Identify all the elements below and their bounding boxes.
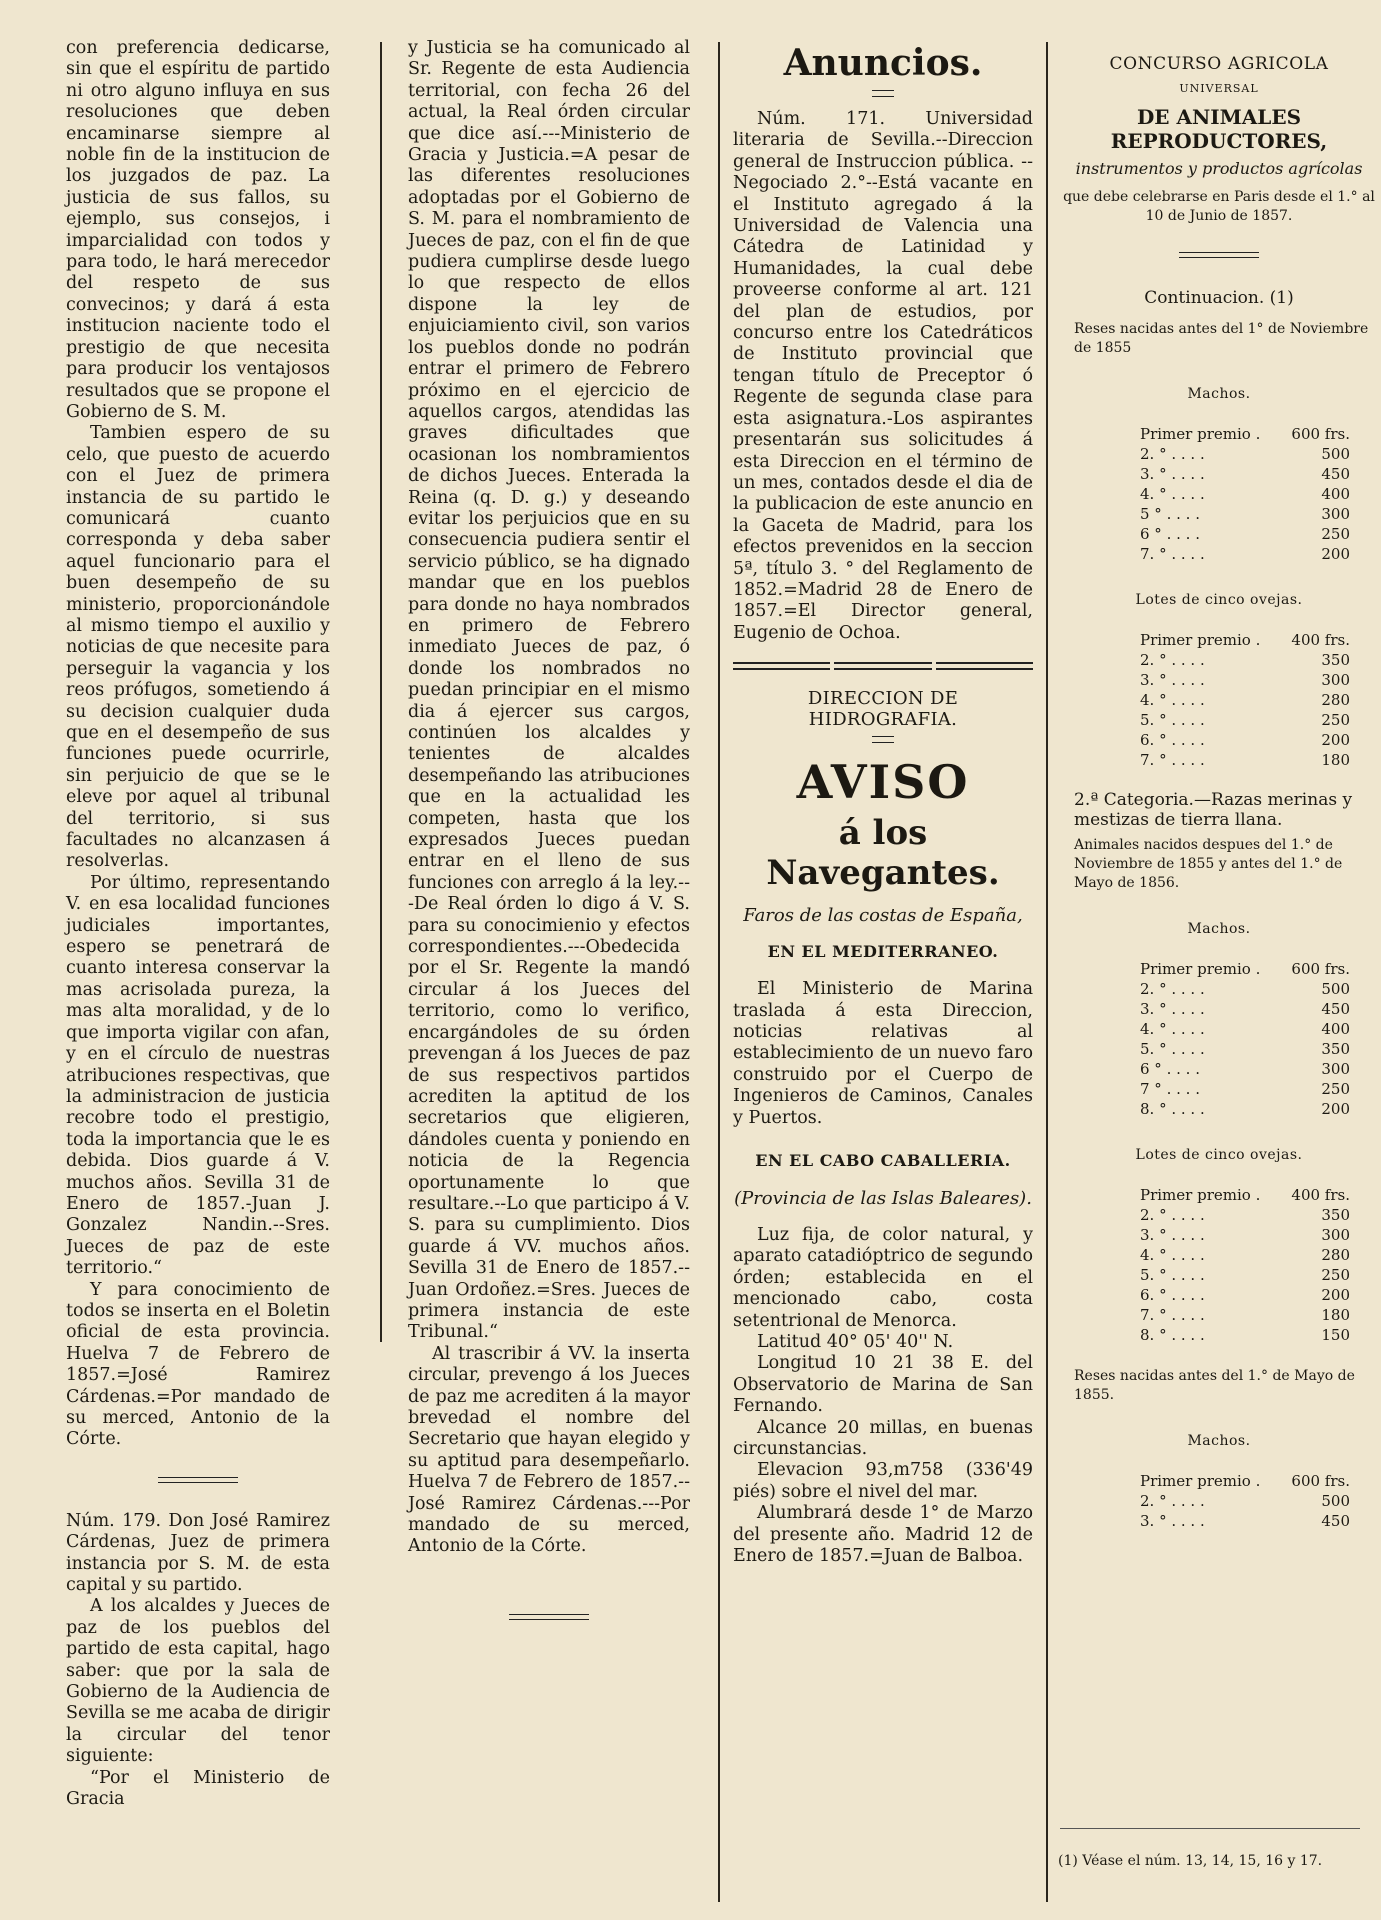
premio-row bbox=[1140, 1471, 1350, 1491]
separator bbox=[872, 90, 894, 97]
premio-row bbox=[1140, 670, 1350, 690]
section-label: Machos. bbox=[1187, 386, 1251, 402]
premio-amount: 500 bbox=[1321, 445, 1350, 463]
section-heading: DIRECCION DE HIDROGRAFIA. bbox=[807, 688, 959, 731]
premio-row bbox=[1140, 444, 1350, 464]
premio-amount: 150 bbox=[1321, 1326, 1350, 1344]
categoria-heading: 2.ª Categoria.—Razas merinas y mestizas de tierra llana. bbox=[1074, 790, 1353, 830]
premio-amount: 250 bbox=[1321, 711, 1350, 729]
premio-amount: 280 bbox=[1321, 691, 1350, 709]
concurso-italic: instrumentos y productos agrícolas bbox=[1075, 159, 1363, 178]
paragraph: Por último, representando V. en esa localidad funciones judiciales importantes, espero se penetrará de cuanto interesa conservar la mas acrisolada pureza, la mas alta moralidad, y de lo que importa vigilar con afan, y en el círculo de nuestras atribuciones respectivas, que la administracion de justicia recobre todo el prestigio, toda la importancia que le es debida. Dios guarde á V. muchos años. Sevilla 31 de Enero de 1857.-Juan J. Gonzalez Nandin.--Sres. Jueces de paz de este territorio.“ bbox=[66, 872, 330, 1279]
paragraph: El Ministerio de Marina traslada á esta Direccion, noticias relativas al establecimiento de un nuevo faro construido por el Cuerpo de Ingenieros de Caminos, Canales y Puertos. bbox=[733, 979, 1033, 1128]
premio-amount: 250 bbox=[1321, 1266, 1350, 1284]
paragraph: Longitud 10 21 38 E. del Observatorio de Marina de San Fernando. bbox=[733, 1353, 1033, 1417]
column-3 bbox=[733, 38, 1033, 1568]
premio-amount: 350 bbox=[1321, 1040, 1350, 1058]
premio-row bbox=[1140, 424, 1350, 444]
premio-label: 3. ° . . . . bbox=[1140, 1226, 1205, 1244]
premio-label: 4. ° . . . . bbox=[1140, 1020, 1205, 1038]
premio-label: 4. ° . . . . bbox=[1140, 691, 1205, 709]
column-2 bbox=[408, 38, 690, 1630]
premio-row bbox=[1140, 544, 1350, 564]
column-rule bbox=[718, 42, 720, 1902]
premio-label: 3. ° . . . . bbox=[1140, 1000, 1205, 1018]
paragraph: A los alcaldes y Jueces de paz de los pueblos del partido de esta capital, hago saber: que por la sala de Gobierno de la Audiencia de Sevilla se me acaba de dirigir la circular del tenor siguiente: bbox=[66, 1596, 330, 1767]
premio-row bbox=[1140, 1511, 1350, 1531]
paragraph: “Por el Ministerio de Gracia bbox=[66, 1767, 330, 1810]
paragraph: Luz fija, de color natural, y aparato catadióptrico de segundo órden; establecida en el mencionado cabo, costa setentrional de Menorca. bbox=[733, 1225, 1033, 1331]
column-rule bbox=[1046, 42, 1048, 1902]
premio-label: 7. ° . . . . bbox=[1140, 545, 1205, 563]
footnote: (1) Véase el núm. 13, 14, 15, 16 y 17. bbox=[1058, 1853, 1323, 1869]
premio-row bbox=[1140, 1285, 1350, 1305]
concurso-subtitle: UNIVERSAL bbox=[1179, 82, 1259, 95]
premio-amount: 200 bbox=[1321, 731, 1350, 749]
premio-label: 2. ° . . . . bbox=[1140, 651, 1205, 669]
separator-double bbox=[733, 662, 1033, 670]
premio-amount: 280 bbox=[1321, 1246, 1350, 1264]
premio-row bbox=[1140, 1059, 1350, 1079]
premio-table bbox=[1140, 424, 1350, 564]
premio-label: 7. ° . . . . bbox=[1140, 1306, 1205, 1324]
footnote-rule bbox=[1060, 1828, 1360, 1829]
premio-row bbox=[1140, 1039, 1350, 1059]
premio-amount: 400 frs. bbox=[1291, 1186, 1350, 1204]
concurso-heading: DE ANIMALES REPRODUCTORES, bbox=[1110, 105, 1328, 153]
paragraph-numbered: Núm. 179. Don José Ramirez Cárdenas, Juez de primera instancia por S. M. de esta capital y su partido. bbox=[66, 1510, 330, 1596]
subheading: EN EL MEDITERRANEO. bbox=[767, 942, 999, 962]
premio-label: 3. ° . . . . bbox=[1140, 1512, 1205, 1530]
premio-row bbox=[1140, 1019, 1350, 1039]
premio-amount: 200 bbox=[1321, 1286, 1350, 1304]
premio-amount: 300 bbox=[1321, 505, 1350, 523]
premio-amount: 180 bbox=[1321, 751, 1350, 769]
premio-amount: 350 bbox=[1321, 651, 1350, 669]
premio-row bbox=[1140, 1325, 1350, 1345]
premio-label: 7 ° . . . . bbox=[1140, 1080, 1200, 1098]
paragraph: Elevacion 93,m758 (336'49 piés) sobre el nivel del mar. bbox=[733, 1460, 1033, 1502]
premio-label: 5. ° . . . . bbox=[1140, 1266, 1205, 1284]
premio-row bbox=[1140, 524, 1350, 544]
premio-label: Primer premio . bbox=[1140, 631, 1261, 649]
premio-label: 6 ° . . . . bbox=[1140, 525, 1200, 543]
premio-row bbox=[1140, 690, 1350, 710]
premio-label: 5. ° . . . . bbox=[1140, 1040, 1205, 1058]
premio-row bbox=[1140, 1099, 1350, 1119]
premio-row bbox=[1140, 1079, 1350, 1099]
premio-label: 6. ° . . . . bbox=[1140, 731, 1205, 749]
subheading: (Provincia de las Islas Baleares). bbox=[734, 1188, 1032, 1209]
continuacion-label: Continuacion. (1) bbox=[1144, 288, 1294, 308]
premio-label: Primer premio . bbox=[1140, 960, 1261, 978]
premio-amount: 200 bbox=[1321, 1100, 1350, 1118]
note: Animales nacidos despues del 1.° de Noviembre de 1855 y antes del 1.° de Mayo de 1856. bbox=[1074, 837, 1343, 891]
note: Reses nacidas antes del 1° de Noviembre de 1855 bbox=[1074, 321, 1369, 356]
paragraph: y Justicia se ha comunicado al Sr. Regente de esta Audiencia territorial, con fecha 26 del actual, la Real órden circular que dice así.---Ministerio de Gracia y Justicia.=A pesar de las diferentes resoluciones adoptadas por el Gobierno de S. M. para el nombramiento de Jueces de paz, con el fin de que pudiera cumplirse desde luego lo que respecto de ellos dispone la ley de enjuiciamiento civil, son varios los pueblos donde no podrán entrar el primero de Febrero próximo en el ejercicio de aquellos cargos, atendidas las graves dificultades que ocasionan los nombramientos de dichos Jueces. Enterada la Reina (q. D. g.) y deseando evitar los perjuicios que en su consecuencia pudiera sentir el servicio público, se ha dignado mandar que en los pueblos para donde no haya nombrados en primero de Febrero inmediato Jueces de paz, ó donde los nombrados no puedan principiar en el mismo dia á ejercer sus cargos, continúen los alcaldes y tenientes de alcaldes desempeñando las atribuciones que en la actualidad les competen, hasta que los expresados Jueces puedan entrar en el lleno de sus funciones con arreglo á la ley.---De Real órden lo digo á V. S. para su conocimienio y efectos correspondientes.---Obedecida por el Sr. Regente la mandó circular á los Jueces del territorio, como lo verifico, encargándoles de su órden prevengan á los Jueces de paz de sus respectivos partidos acrediten la aptitud de los secretarios que eligieren, dándoles cuenta y poniendo en noticia de la Regencia oportunamente lo que resultare.--Lo que participo á V. S. para su cumplimiento. Dios guarde á VV. muchos años. Sevilla 31 de Enero de 1857.--Juan Ordoñez.=Sres. Jueces de primera instancia de este Tribunal.“ bbox=[408, 38, 690, 1343]
paragraph: con preferencia dedicarse, sin que el espíritu de partido ni otro alguno influya en sus resoluciones que deben encaminarse siempre al noble fin de la institucion de los juzgados de paz. La justicia de sus fallos, su ejemplo, sus consejos, i imparcialidad con todos y para todo, le hará merecedor del respeto de sus convecinos; y dará á esta institucion naciente todo el prestigio de que necesita para producir los ventajosos resultados que se propone el Gobierno de S. M. bbox=[66, 38, 330, 422]
premio-table bbox=[1140, 1185, 1350, 1345]
premio-row bbox=[1140, 999, 1350, 1019]
premio-row bbox=[1140, 1305, 1350, 1325]
section-label: Lotes de cinco ovejas. bbox=[1135, 1147, 1303, 1163]
premio-row bbox=[1140, 630, 1350, 650]
premio-label: 3. ° . . . . bbox=[1140, 465, 1205, 483]
premio-amount: 450 bbox=[1321, 1512, 1350, 1530]
premio-table bbox=[1140, 1471, 1350, 1531]
premio-label: 3. ° . . . . bbox=[1140, 671, 1205, 689]
premio-row bbox=[1140, 504, 1350, 524]
premio-row bbox=[1140, 484, 1350, 504]
premio-table bbox=[1140, 630, 1350, 770]
premio-row bbox=[1140, 979, 1350, 999]
separator bbox=[872, 736, 894, 743]
premio-amount: 450 bbox=[1321, 465, 1350, 483]
premio-amount: 350 bbox=[1321, 1206, 1350, 1224]
premio-amount: 300 bbox=[1321, 1060, 1350, 1078]
premio-row bbox=[1140, 959, 1350, 979]
aviso-heading: AVISO bbox=[796, 755, 970, 810]
subheading: EN EL CABO CABALLERIA. bbox=[755, 1151, 1011, 1170]
paragraph: Latitud 40° 05' 40'' N. bbox=[757, 1332, 954, 1353]
column-4 bbox=[1060, 38, 1378, 1531]
premio-label: 8. ° . . . . bbox=[1140, 1100, 1205, 1118]
premio-amount: 250 bbox=[1321, 1080, 1350, 1098]
premio-row bbox=[1140, 1205, 1350, 1225]
section-label: Machos. bbox=[1187, 1433, 1251, 1449]
premio-label: 2. ° . . . . bbox=[1140, 1492, 1205, 1510]
premio-amount: 500 bbox=[1321, 1492, 1350, 1510]
paragraph: Alcance 20 millas, en buenas circunstancias. bbox=[733, 1417, 1033, 1460]
paragraph: Al trascribir á VV. la inserta circular, prevengo á los Jueces de paz me acrediten á la mayor brevedad el nombre del Secretario que hayan elegido y su aptitud para desempeñarlo. Huelva 7 de Febrero de 1857.--José Ramirez Cárdenas.---Por mandado de su merced, Antonio de la Córte. bbox=[408, 1343, 690, 1557]
premio-row bbox=[1140, 710, 1350, 730]
premio-row bbox=[1140, 750, 1350, 770]
premio-label: 7. ° . . . . bbox=[1140, 751, 1205, 769]
premio-amount: 600 frs. bbox=[1291, 960, 1350, 978]
premio-amount: 300 bbox=[1321, 1226, 1350, 1244]
premio-row bbox=[1140, 1265, 1350, 1285]
column-rule bbox=[380, 42, 382, 1342]
premio-label: 6 ° . . . . bbox=[1140, 1060, 1200, 1078]
premio-table bbox=[1140, 959, 1350, 1119]
premio-label: 5 ° . . . . bbox=[1140, 505, 1200, 523]
premio-amount: 180 bbox=[1321, 1306, 1350, 1324]
premio-row bbox=[1140, 1245, 1350, 1265]
premio-amount: 400 bbox=[1321, 1020, 1350, 1038]
column-1 bbox=[66, 38, 330, 1811]
separator bbox=[1179, 252, 1259, 258]
premio-label: Primer premio . bbox=[1140, 425, 1261, 443]
separator bbox=[158, 1477, 238, 1483]
premio-label: 2. ° . . . . bbox=[1140, 445, 1205, 463]
premio-label: 4. ° . . . . bbox=[1140, 485, 1205, 503]
premio-amount: 250 bbox=[1321, 525, 1350, 543]
separator bbox=[509, 1614, 589, 1620]
premio-label: Primer premio . bbox=[1140, 1472, 1261, 1490]
navegantes-heading: á los Navegantes. bbox=[766, 813, 1000, 894]
premio-row bbox=[1140, 1185, 1350, 1205]
subheading: Faros de las costas de España, bbox=[743, 905, 1023, 927]
premio-label: 5. ° . . . . bbox=[1140, 711, 1205, 729]
premio-amount: 300 bbox=[1321, 671, 1350, 689]
note: Reses nacidas antes del 1.° de Mayo de 1855. bbox=[1074, 1368, 1355, 1403]
paragraph: Alumbrará desde 1° de Marzo del presente año. Madrid 12 de Enero de 1857.=Juan de Balboa. bbox=[733, 1503, 1033, 1567]
concurso-dates: que debe celebrarse en Paris desde el 1.° al 10 de Junio de 1857. bbox=[1063, 189, 1375, 224]
premio-amount: 500 bbox=[1321, 980, 1350, 998]
premio-row bbox=[1140, 650, 1350, 670]
premio-amount: 400 bbox=[1321, 485, 1350, 503]
premio-label: 8. ° . . . . bbox=[1140, 1326, 1205, 1344]
premio-amount: 600 frs. bbox=[1291, 425, 1350, 443]
premio-amount: 450 bbox=[1321, 1000, 1350, 1018]
premio-label: Primer premio . bbox=[1140, 1186, 1261, 1204]
premio-row bbox=[1140, 1225, 1350, 1245]
paragraph: Tambien espero de su celo, que puesto de acuerdo con el Juez de primera instancia de su partido le comunicará cuanto corresponda y deba saber aquel funcionario para el buen desempeño de su ministerio, proporcionándole al mismo tiempo el auxilio y noticias de que necesite para perseguir la vagancia y los reos prófugos, sometiendo á su decision cualquier duda que en el desempeño de sus funciones puede ocurrirle, sin perjuicio de que se le eleve por aquel al tribunal del territorio, si sus facultades no alcanzasen á resolverlas. bbox=[66, 423, 330, 872]
paragraph: Y para conocimiento de todos se inserta en el Boletin oficial de esta provincia. Huelva 7 de Febrero de 1857.=José Ramirez Cárdenas.=Por mandado de su merced, Antonio de la Córte. bbox=[66, 1279, 330, 1450]
premio-amount: 200 bbox=[1321, 545, 1350, 563]
premio-row bbox=[1140, 730, 1350, 750]
premio-label: 4. ° . . . . bbox=[1140, 1246, 1205, 1264]
concurso-title: CONCURSO AGRICOLA bbox=[1109, 54, 1329, 74]
anuncios-heading: Anuncios. bbox=[783, 42, 983, 84]
premio-row bbox=[1140, 464, 1350, 484]
section-label: Machos. bbox=[1187, 921, 1251, 937]
premio-row bbox=[1140, 1491, 1350, 1511]
anuncio-paragraph: Núm. 171. Universidad literaria de Sevilla.--Direccion general de Instruccion pública. --Negociado 2.°--Está vacante en el Instituto agregado á la Universidad de Valencia una Cátedra de Latinidad y Humanidades, la cual debe proveerse conforme al art. 121 del plan de estudios, por concurso entre los Catedráticos de Instituto provincial que tengan título de Preceptor ó Regente de segunda clase para esta asignatura.-Los aspirantes presentarán sus solicitudes á esta Direccion en el término de un mes, contados desde el dia de la publicacion de este anuncio en la Gaceta de Madrid, para los efectos prevenidos en la seccion 5ª, título 3. ° del Reglamento de 1852.=Madrid 28 de Enero de 1857.=El Director general, Eugenio de Ochoa. bbox=[733, 109, 1033, 643]
premio-amount: 600 frs. bbox=[1291, 1472, 1350, 1490]
premio-amount: 400 frs. bbox=[1291, 631, 1350, 649]
premio-label: 2. ° . . . . bbox=[1140, 980, 1205, 998]
premio-label: 6. ° . . . . bbox=[1140, 1286, 1205, 1304]
premio-label: 2. ° . . . . bbox=[1140, 1206, 1205, 1224]
section-label: Lotes de cinco ovejas. bbox=[1135, 592, 1303, 608]
